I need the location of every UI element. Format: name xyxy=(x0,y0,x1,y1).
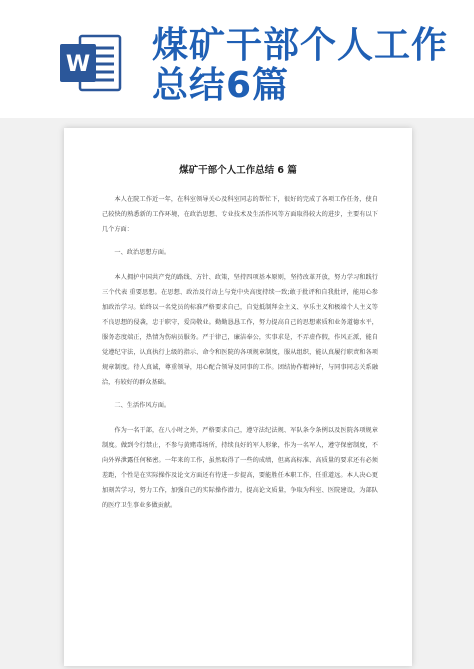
section-heading: 二、生活作风方面。 xyxy=(114,402,171,409)
document-page xyxy=(64,128,412,666)
page-title-line-2: 总结6篇 xyxy=(152,65,290,106)
word-icon-letter: W xyxy=(65,52,91,77)
page-title-line-1: 煤矿干部个人工作 xyxy=(152,25,449,66)
body-paragraph: 作为一名干部，在八小时之外，严格要求自己，遵守法纪法规、军队条令条例以及医院各项规章制度。做到令行禁止，不参与黄赌毒场所，持续良好的军人形象，作为一名军人，遵守保密制度，不向外界泄露任何秘密。一年来的工作，虽然取得了一些的成绩，但离高标准、高质量的要求还有必须差距，个性是在实际操作及论文方面还有待进一步提高，要能胜任本职工作，任重道远。本人决心更加刻苦学习，努力工作，加强自己的实际操作潜力，提高论文质量，争取为科室、医院建设，为部队的医疗卫生事业多做贡献。 xyxy=(102,427,378,509)
section-heading: 一、政治思想方面。 xyxy=(114,249,171,256)
document-body xyxy=(102,192,378,520)
body-paragraph: 本人在院工作近一年，在科室领导关心及科室同志的帮忙下，很好的完成了各项工作任务，使自己较快的熟悉新的工作环境，在政治思想、专业技术及生活作风等方面取得较大的进步，主要有以下几个方面： xyxy=(102,196,378,233)
document-title: 煤矿干部个人工作总结 6 篇 xyxy=(179,165,297,176)
word-document-icon xyxy=(58,30,124,96)
body-paragraph: 本人拥护中国共产党的路线、方针、政策，坚持四项基本原则，坚持改革开放，努力学习和践行 三个代表 重要思想。在思想、政治及行动上与党中央高度持续一致;敢于批评和自我批评，能用心参加政治学习。始终以一名党员的标准严格要求自己，自觉抵制拜金主义、享乐主义和极端个人主义等不良思想的侵袭，忠于职守，爱岗敬业。勤勤恳恳工作，努力提高自己的思想素质和业务道德水平，服务态度端正，热情为伤病员服务。严于律己，廉洁奉公，实事求是，不弄虚作假，作风正派，能自觉遵纪守法，认真执行上级的指示、命令和医院的各项规章制度，服从组织，能认真履行职责和各项规章制度。待人真诚，尊重领导，用心配合领导及同事的工作。团结协作精神好，与同事同志关系融洽，有较好的群众基础。 xyxy=(102,274,378,386)
page-header xyxy=(0,0,474,120)
